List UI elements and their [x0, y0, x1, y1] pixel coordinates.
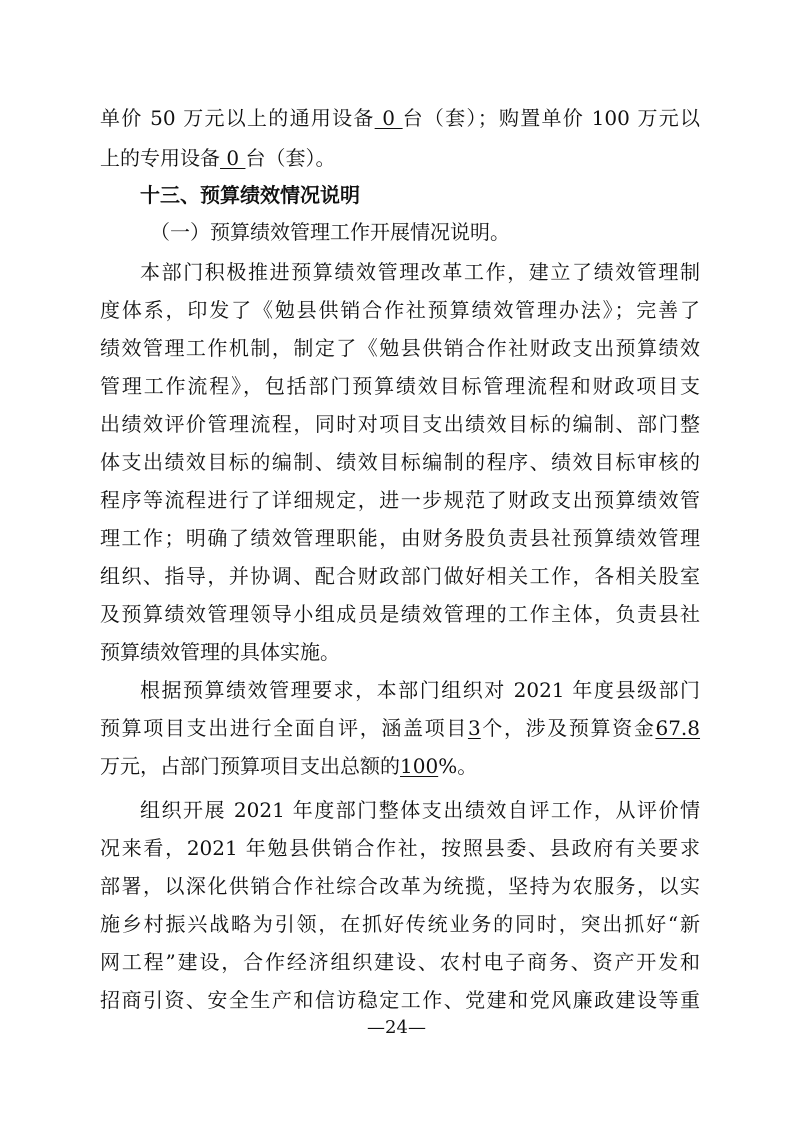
- text-line: 出绩效评价管理流程，同时对项目支出绩效目标的编制、部门整: [100, 412, 700, 436]
- text-line: [100, 751, 700, 781]
- subsection-title: （一）预算绩效管理工作开展情况说明。: [150, 220, 510, 244]
- underlined-value: 0: [374, 106, 403, 130]
- text-line: 根据预算绩效管理要求，本部门组织对 2021 年度县级部门: [140, 678, 700, 702]
- text-line: 组织、指导，并协调、配合财政部门做好相关工作，各相关股室: [100, 564, 700, 588]
- text-segment: 台（套）；购置单价 100 万元以: [402, 106, 700, 130]
- text-segment: %。: [438, 754, 478, 778]
- text-line: 施乡村振兴战略为引领，在抓好传统业务的同时，突出抓好“新: [100, 912, 700, 936]
- text-segment: 个，涉及预算资金: [480, 716, 656, 740]
- text-line: 及预算绩效管理领导小组成员是绩效管理的工作主体，负责县社: [100, 602, 700, 626]
- underlined-value: 3: [467, 716, 481, 740]
- text-line: 程序等流程进行了详细规定，进一步规范了财政支出预算绩效管: [100, 488, 700, 512]
- text-line: 部署，以深化供销合作社综合改革为统揽，坚持为农服务，以实: [100, 874, 700, 898]
- page-number: —24—: [367, 1017, 426, 1038]
- text-segment: 万元，占部门预算项目支出总额的: [100, 754, 400, 778]
- text-segment: 单价 50 万元以上的通用设备: [100, 106, 375, 130]
- text-line: 况来看，2021 年勉县供销合作社，按照县委、县政府有关要求: [100, 836, 700, 860]
- text-line: 度体系，印发了《勉县供销合作社预算绩效管理办法》；完善了: [100, 298, 700, 322]
- text-line: 理工作；明确了绩效管理职能，由财务股负责县社预算绩效管理: [100, 526, 700, 550]
- text-line: 本部门积极推进预算绩效管理改革工作，建立了绩效管理制: [140, 260, 700, 284]
- text-line: [100, 143, 700, 173]
- text-segment: 台（套）。: [245, 146, 336, 170]
- text-line: 招商引资、安全生产和信访稳定工作、党建和党风廉政建设等重: [100, 988, 700, 1012]
- text-line: [100, 103, 700, 133]
- text-line: 管理工作流程》，包括部门预算绩效目标管理流程和财政项目支: [100, 374, 700, 398]
- text-line: 组织开展 2021 年度部门整体支出绩效自评工作，从评价情: [140, 798, 700, 822]
- text-line: 预算绩效管理的具体实施。: [100, 640, 340, 664]
- text-line: 绩效管理工作机制，制定了《勉县供销合作社财政支出预算绩效: [100, 336, 700, 360]
- text-segment: 上的专用设备: [100, 146, 220, 170]
- underlined-value: 67.8: [655, 716, 701, 740]
- underlined-value: 100: [400, 754, 439, 778]
- text-line: 网工程”建设，合作经济组织建设、农村电子商务、资产开发和: [100, 950, 700, 974]
- underlined-value: 0: [220, 146, 246, 170]
- text-line: [100, 713, 700, 743]
- text-segment: 预算项目支出进行全面自评，涵盖项目: [100, 716, 468, 740]
- section-title: 十三、预算绩效情况说明: [140, 183, 360, 207]
- text-line: 体支出绩效目标的编制、绩效目标编制的程序、绩效目标审核的: [100, 450, 700, 474]
